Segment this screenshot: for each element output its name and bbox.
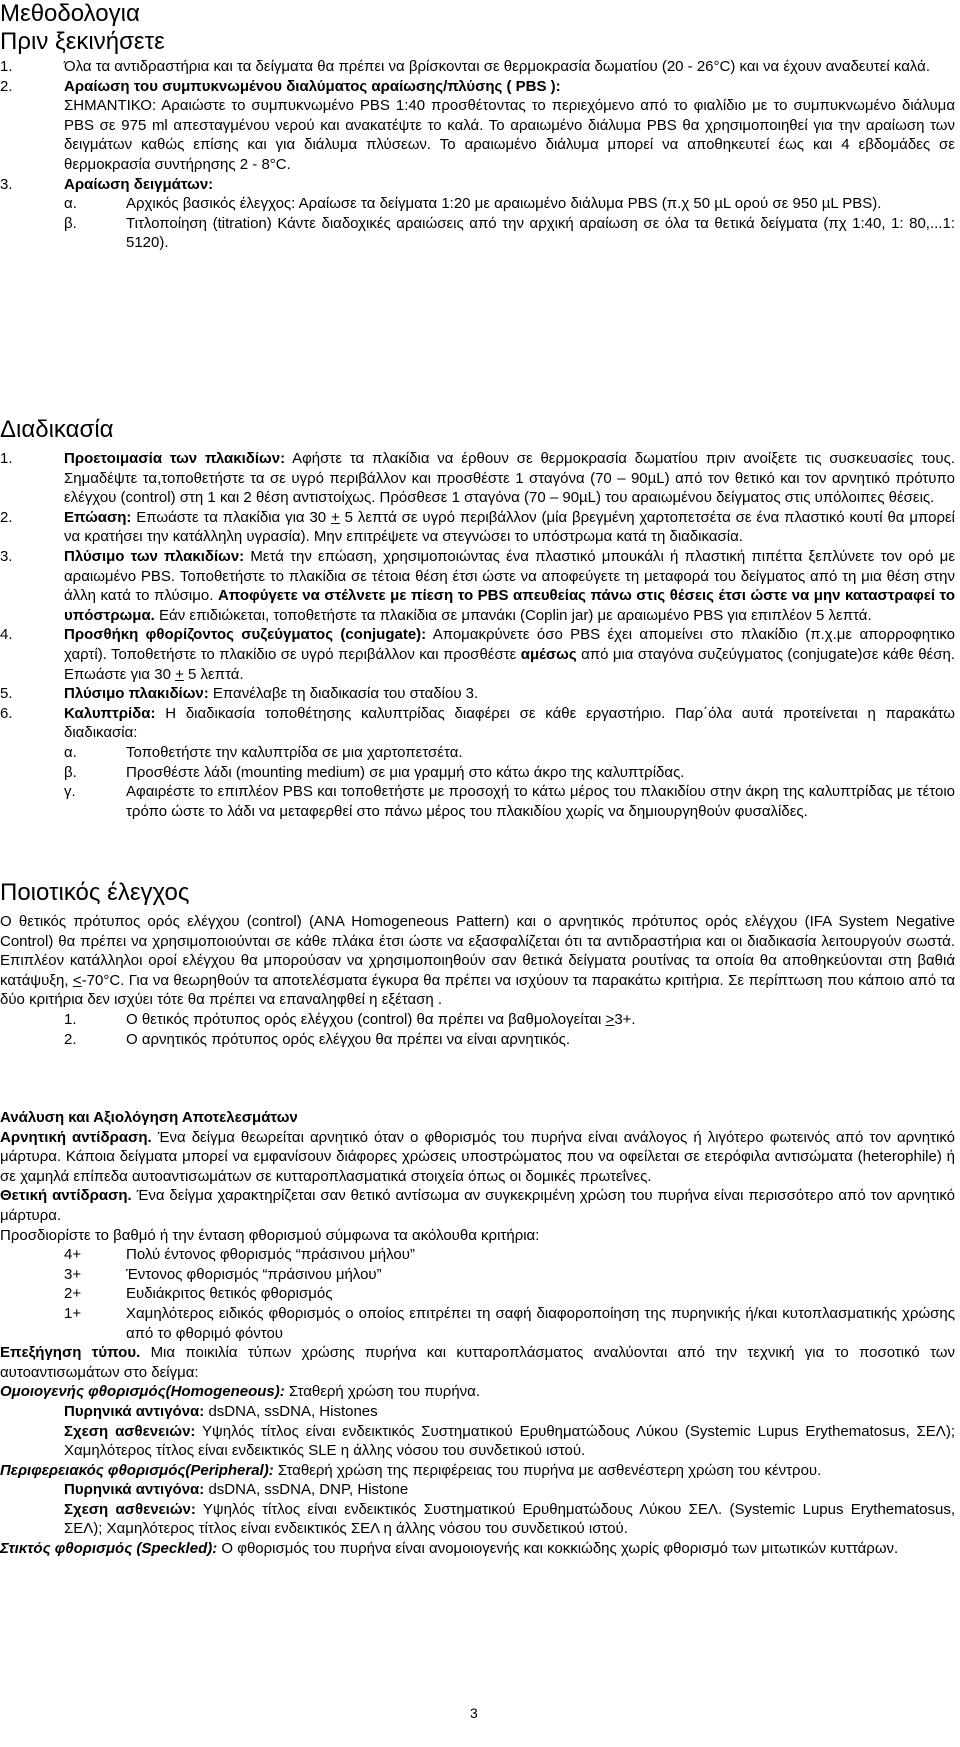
analysis-section <box>0 1108 955 1559</box>
peripheral-paragraph <box>0 1461 955 1481</box>
item-number: 2. <box>0 77 13 95</box>
analysis-title: Ανάλυση και Αξιολόγηση Αποτελεσμάτων <box>0 1109 298 1126</box>
item-text <box>64 704 955 743</box>
paragraph-title: Θετική αντίδραση. <box>0 1187 132 1205</box>
line-text: Υψηλός τίτλος είναι ενδεικτικός Συστηματικού Ερυθηματώδους Λύκου (Systemic Lupus Erythematosus, ΣΕΛ); Χαμηλότερος τίτλος είναι ενδεικτικός SLE η άλλης νόσου του συνδετικού ιστού. <box>64 1422 955 1460</box>
text-part: 3+. <box>614 1010 636 1028</box>
sub-item-key: β. <box>64 763 77 781</box>
item-number: 3. <box>0 547 13 565</box>
item-text-part: από μια σταγόνα συζεύγματος (conjugate)σε κάθε θέση. Επωάστε για 30 <box>64 645 955 683</box>
sub-item-text: Τοποθετήστε την καλυπτρίδα σε μια χαρτοπετσέτα. <box>126 743 463 761</box>
line-title: Σχεση ασθενειών: <box>64 1500 196 1518</box>
sub-item <box>0 743 955 763</box>
sub-item-key: β. <box>64 214 77 232</box>
grade-text: Χαμηλότερος ειδικός φθορισμός ο οποίος επιτρέπει τη σαφή διαφοροποίηση της πυρηνικής ή/και κυτοπλασματικής χρώσης από το φθοριμό φόντου <box>126 1304 955 1342</box>
list-item <box>0 175 955 195</box>
speckled-paragraph <box>0 1539 955 1559</box>
item-number: 3. <box>0 175 13 193</box>
item-number: 1. <box>0 58 13 75</box>
list-item <box>0 684 955 704</box>
item-text <box>64 449 955 508</box>
greater-equal-symbol: > <box>605 1010 615 1028</box>
grade-key: 1+ <box>64 1304 82 1322</box>
procedure-title: Διαδικασία <box>0 416 114 443</box>
sub-item-text: Τιτλοποίηση (titration) Κάντε διαδοχικές αραιώσεις από την αρχική αραίωση σε όλα τα θετικά δείγματα (πχ 1:40, 1: 80,...1: 5120). <box>126 214 955 252</box>
list-item <box>0 704 955 743</box>
list-item <box>0 77 955 175</box>
line-title: Πυρηνικά αντιγόνα: <box>64 1481 205 1499</box>
grade-text: Έντονος φθορισμός “πράσινου μήλου” <box>126 1265 382 1283</box>
quality-control-section <box>0 879 955 1049</box>
plus-minus-symbol: + <box>331 508 340 526</box>
page-heading: Μεθοδολογια <box>0 0 140 27</box>
list-item <box>0 508 955 547</box>
type-paragraph <box>0 1343 955 1382</box>
item-number: 1. <box>0 450 13 467</box>
item-text-part: Το αραιωμένο διάλυμα PBS θα χρησιμοποιηθεί για την αραίωση των δειγμάτων καθώς επίσης και για διάλυμα πλύσεων. <box>64 116 955 154</box>
item-text-part: Επανέλαβε τη διαδικασία του σταδίου 3. <box>212 685 479 703</box>
procedure-section <box>0 416 955 821</box>
positive-reaction-paragraph <box>0 1186 955 1225</box>
text-part: -70°C. Για να θεωρηθούν τα αποτελέσματα έγκυρα θα πρέπει να ισχύουν τα παρακάτω κριτήρια. Σε περίπτωση που κάποιο από τα δύο κριτήρια δεν ισχύει τότε θα πρέπει να επαναληφθεί η εξέταση . <box>0 971 956 1009</box>
antigens-line <box>64 1480 955 1500</box>
item-text-part: Αφήστε τα πλακίδια να έρθουν σε θερμοκρασία δωματίου πριν ανοίξετε τις συσκευασίες τους. Σημαδέψτε τα,τοποθετήστε τα σε υγρό περιβάλλον και προσθέστε 1 σταγόνα (70 – 90µL) από τον θετικό και τον αρνητικό πρότυπο ελέγχου (control) στη 1 και 2 θέση αντιστοίχως. Πρόσθεσε 1 σταγόνα (70 – 90µL) του αραιωμένου δείγματος στις υπόλοιπες θέσεις. <box>64 450 955 507</box>
criterion-text <box>126 1010 955 1030</box>
item-text-part: Η διαδικασία τοποθέτησης καλυπτρίδας διαφέρει σε κάθε εργαστήριο. Παρ΄όλα αυτά προτείνεται η παρακάτω διαδικασία: <box>64 704 955 742</box>
sub-item <box>0 194 955 214</box>
item-title: Πλύσιμο πλακιδίων: <box>64 685 209 703</box>
sub-item-text: Αφαιρέστε το επιπλέον PBS και τοποθετήστε με προσοχή το κάτω μέρος του πλακιδίου στην άκρη της καλυπτρίδας με τέτοιο τρόπο ώστε το λάδι να μεταφερθεί στο πάνω μέρος του πλακιδίου χωρίς να δημιουργηθούν φυσαλίδες. <box>126 783 955 820</box>
item-text-part: Το αραιωμένο διάλυμα μπορεί να αποθηκευτεί έως και 4 εβδομάδες σε θερμοκρασία συντήρησης 2 - 8°C. <box>64 136 955 173</box>
list-item <box>0 449 955 508</box>
disease-line <box>64 1500 955 1539</box>
list-item <box>0 625 955 684</box>
item-text <box>64 77 955 175</box>
item-number: 6. <box>0 704 13 722</box>
grade-text: Ευδιάκριτος θετικός φθορισμός <box>126 1285 333 1303</box>
homogeneous-paragraph <box>0 1382 955 1402</box>
sub-item-key: α. <box>64 195 77 213</box>
disease-line <box>64 1422 955 1461</box>
item-text-part: Απομακρύνετε όσο PBS έχει απομείνει στο πλακίδιο (π.χ.με απορροφητικο χαρτί). Τοποθετήστε το πλακίδιο σε υγρό περιβάλλον και προσθέστε <box>64 626 955 663</box>
line-title: Πυρηνικά αντιγόνα: <box>64 1402 205 1420</box>
paragraph-title: Ομοιογενής φθορισμός(Homogeneous): <box>0 1383 285 1401</box>
paragraph-title: Στικτός φθορισμός (Speckled): <box>0 1540 218 1558</box>
grade-row <box>0 1304 955 1343</box>
item-text-part: Επωάστε τα πλακίδια για 30 <box>136 508 327 526</box>
criterion-key: 1. <box>64 1010 77 1028</box>
item-text <box>64 684 955 704</box>
grade-row <box>0 1245 955 1265</box>
item-text-part: Μετά την επώαση, χρησιμοποιώντας ένα πλαστικό μπουκάλι ή πλαστική πιπέττα ξεπλύνετε τον ορό με αραιωμένο PBS. Τοποθετήστε το πλακίδια σε τέτοια θέση έτσι ώστε να αποφεύγετε τη μεταφορά του δείγματος από τη μια θέση στην άλλη κατά το πλύσιμο. <box>64 547 956 605</box>
item-title: Επώαση: <box>64 508 132 526</box>
before-start-title: Πριν ξεκινήσετε <box>0 28 165 55</box>
line-text: dsDNA, ssDNA, Histones <box>208 1402 378 1420</box>
quality-control-text <box>0 912 955 1010</box>
plus-minus-symbol: + <box>175 665 184 683</box>
text-part: Ο θετικός πρότυπος ορός ελέγχου (control) θα πρέπει να βαθμολογείται <box>126 1010 602 1028</box>
paragraph-text: Ένα δείγμα χαρακτηρίζεται σαν θετικό αντίσωμα αν συγκεκριμένη χρώση του πυρήνα είναι περισσότερο από τον αρνητικό μάρτυρα. <box>0 1187 955 1224</box>
criterion-item <box>0 1010 955 1030</box>
sub-item-text: Αρχικός βασικός έλεγχος: Αραίωσε τα δείγματα 1:20 με αραιωμένο διάλυμα PBS (π.χ 50 µL ορού σε 950 µL PBS). <box>126 195 882 213</box>
antigens-line <box>64 1402 955 1422</box>
item-text-part: 5 λεπτά. <box>188 665 244 683</box>
methodology-heading-block <box>0 0 955 56</box>
criterion-text: Ο αρνητικός πρότυπος ορός ελέγχου θα πρέπει να είναι αρνητικός. <box>126 1030 571 1048</box>
paragraph-text: Μια ποικιλία τύπων χρώσης πυρήνα και κυτταροπλάσματος αναλύονται από την τεχνική για το ποσοτικό των αυτοαντισωμάτων στο δείγμα: <box>0 1344 955 1381</box>
before-start-list <box>0 57 955 253</box>
negative-reaction-paragraph <box>0 1128 955 1187</box>
grade-text: Πολύ έντονος φθορισμός “πράσινου μήλου” <box>126 1246 415 1264</box>
item-emphasis: αμέσως <box>520 645 577 663</box>
grade-row <box>0 1284 955 1304</box>
item-title: Αραίωση δειγμάτων: <box>64 175 214 193</box>
item-title: Προετοιμασία των πλακιδίων: <box>64 450 286 467</box>
sub-item-key: α. <box>64 743 77 761</box>
item-text-part: ΣΗΜΑΝΤΙΚΟ: Αραιώστε το συμπυκνωμένο PBS 1:40 προσθέτοντας το περιεχόμενο από το φιαλίδιο με το συμπυκνωμένο διάλυμα PBS σε 975 ml απεσταγμένου νερού και ανακατέψτε το καλά. <box>64 97 955 134</box>
paragraph-text: Σταθερή χρώση της περιφέρειας του πυρήνα με ασθενέστερη χρώση του κέντρου. <box>277 1461 822 1479</box>
line-title: Σχεση ασθενειών: <box>64 1422 196 1440</box>
grade-key: 3+ <box>64 1265 82 1283</box>
item-text-part: Εάν επιδιώκεται, τοποθετήστε τα πλακίδια σε μπανάκι (Coplin jar) με αραιωμένο PBS για επιπλέον 5 λεπτά. <box>159 606 872 624</box>
page-number: 3 <box>470 1705 478 1721</box>
item-number: 5. <box>0 685 13 703</box>
list-item <box>0 57 955 77</box>
paragraph-text: Ένα δείγμα θεωρείται αρνητικό όταν ο φθορισμός του πυρήνα είναι ανάλογος ή λιγότερο φωτεινός από τον αρνητικό μάρτυρα. Κάποια δείγματα μπορεί να εμφανίσουν διάφορες χρώσεις υποστρώματος που να οφείλεται σε ετερόφιλα αντισώματα (heterophile) ή σε χαμηλά επίπεδα αυτοαντισωμάτων σε κυτταροπλασματικά στοιχεία όπως οι δομικές πρωτεΐνες. <box>0 1128 955 1185</box>
item-text <box>64 547 955 625</box>
paragraph-title: Επεξήγηση τύπου. <box>0 1344 141 1362</box>
paragraph-title: Αρνητική αντίδραση. <box>0 1128 152 1146</box>
paragraph-text: Ο φθορισμός του πυρήνα είναι ανομοιογενής και κοκκιώδης χωρίς φθορισμό των μιτωτικών κυττάρων. <box>221 1540 899 1558</box>
item-title: Καλυπτρίδα: <box>64 704 156 722</box>
grade-intro: Προσδιορίστε το βαθμό ή την ένταση φθορισμού σύμφωνα τα ακόλουθα κριτήρια: <box>0 1226 540 1244</box>
item-text: Όλα τα αντιδραστήρια και τα δείγματα θα πρέπει να βρίσκονται σε θερμοκρασία δωματίου (20 - 26°C) και να έχουν αναδευτεί καλά. <box>64 58 931 75</box>
grade-key: 4+ <box>64 1246 82 1264</box>
less-equal-symbol: < <box>72 971 82 989</box>
text-part: Ο θετικός πρότυπος ορός ελέγχου (control) (ANA Homogeneous Pattern) και ο αρνητικός πρότυπος ορός ελέγχου (IFA System Negative Control) θα πρέπει να χρησιμοποιούνται σε κάθε πλάκα έτσι ώστε να εξασφαλίζεται ότι τα αντιδραστήρια και οι διαδικασία λειτουργούν σωστά. Επιπλέον κατάλληλοι οροί ελέγχου θα μπορούσαν να χρησιμοποιηθούν σαν θετικά δείγματα ρουτίνας τα οποία θα αποθηκεύονται στη βαθιά κατάψυξη, <box>0 913 955 989</box>
sub-item-key: γ. <box>64 783 76 801</box>
grade-row <box>0 1265 955 1285</box>
sub-item <box>0 214 955 253</box>
sub-item-text: Προσθέστε λάδι (mounting medium) σε μια γραμμή στο κάτω άκρο της καλυπτρίδας. <box>126 763 685 781</box>
item-text-part: 5 λεπτά σε υγρό περιβάλλον (μία βρεγμένη χαρτοπετσέτα σε ένα πλαστικό κουτί θα μπορεί να κρατήσει την κατάλληλη υγρασία). Μην επιτρέψετε να στεγνώσει το υπόστρωμα κατά τη διαδικασία. <box>64 508 955 546</box>
item-number: 4. <box>0 626 13 644</box>
item-title: Αραίωση του συμπυκνωμένου διαλύματος αραίωσης/πλύσης ( PBS ): <box>64 77 561 95</box>
sub-item <box>0 782 955 821</box>
line-text: Υψηλός τίτλος είναι ενδεικτικός Συστηματικού Ερυθηματώδους Λύκου ΣΕΛ. (Systemic Lupus Erythematosus, ΣΕΛ); Χαμηλότερος τίτλος είναι ενδεικτικός ΣΕΛ η άλλης νόσου του συνδετικού ιστού. <box>64 1500 955 1538</box>
criterion-item <box>0 1030 955 1050</box>
paragraph-text: Σταθερή χρώση του πυρήνα. <box>288 1383 481 1401</box>
quality-control-title: Ποιοτικός έλεγχος <box>0 879 190 906</box>
item-text <box>64 625 955 684</box>
paragraph-title: Περιφερειακός φθορισμός(Peripheral): <box>0 1461 274 1479</box>
line-text: dsDNA, ssDNA, DNP, Histone <box>208 1481 409 1499</box>
list-item <box>0 547 955 625</box>
sub-item <box>0 763 955 783</box>
criterion-key: 2. <box>64 1030 77 1048</box>
item-title: Πλύσιμο των πλακιδίων: <box>64 547 245 565</box>
item-number: 2. <box>0 508 13 526</box>
item-text <box>64 508 955 547</box>
item-title: Προσθήκη φθορίζοντος συζεύγματος (conjugate): <box>64 626 427 644</box>
grade-key: 2+ <box>64 1285 82 1303</box>
item-warning: Αποφύγετε να στέλνετε με πίεση το PBS απευθείας πάνω στις θέσεις έτσι ώστε να μην καταστραφεί το υπόστρωμα. <box>64 587 955 624</box>
